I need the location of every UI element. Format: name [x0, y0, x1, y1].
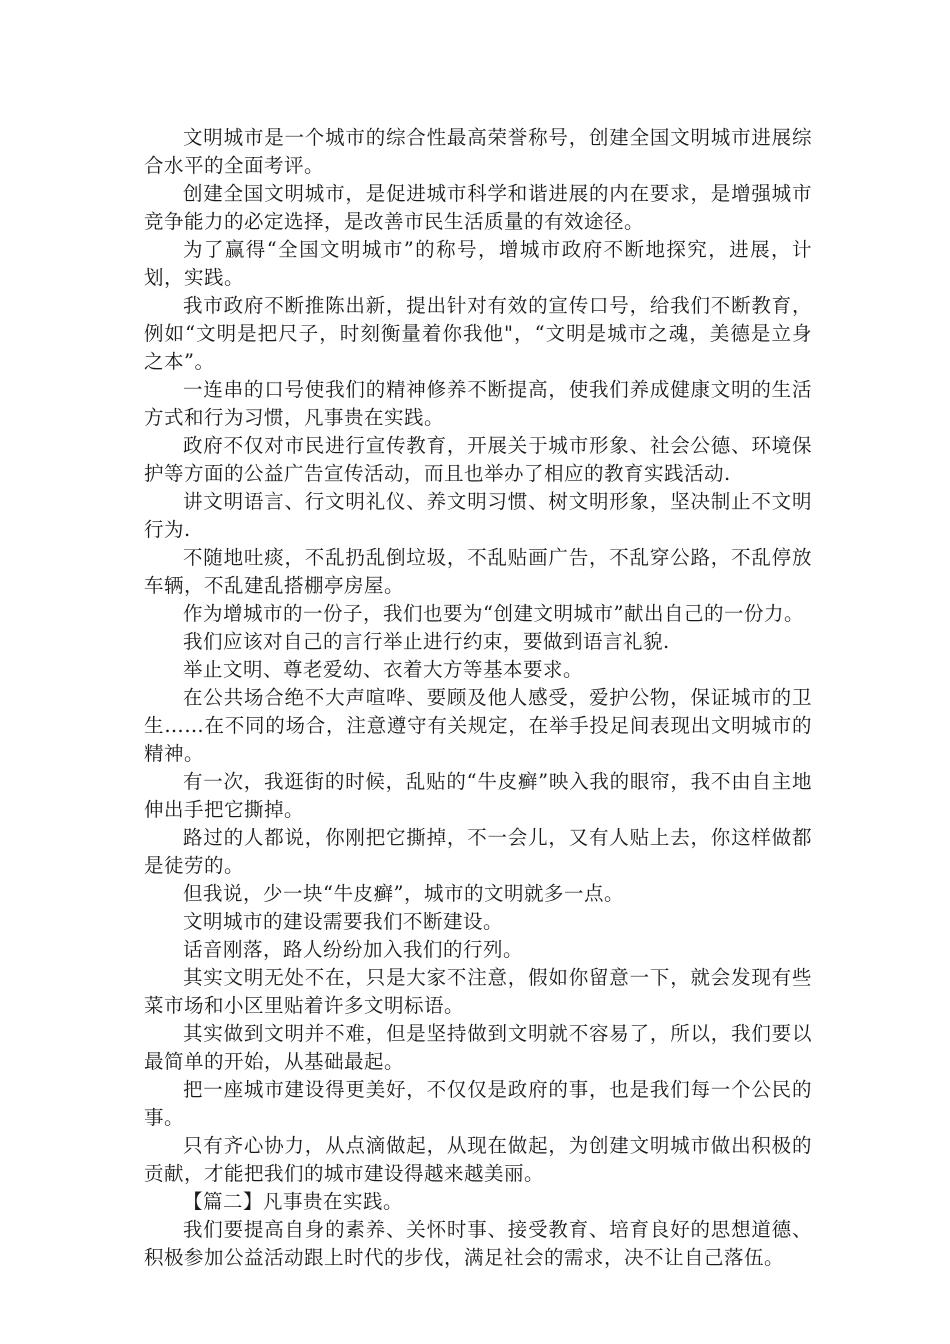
paragraph: 政府不仅对市民进行宣传教育，开展关于城市形象、社会公德、环境保护等方面的公益广告宣传活动，而且也举办了相应的教育实践活动. [144, 434, 812, 485]
paragraph: 不随地吐痰，不乱扔乱倒垃圾，不乱贴画广告，不乱穿公路，不乱停放车辆，不乱建乱搭棚亭房屋。 [144, 546, 812, 597]
paragraph: 有一次，我逛街的时候，乱贴的“牛皮癣”映入我的眼帘，我不由自主地伸出手把它撕掉。 [144, 770, 812, 821]
paragraph: 一连串的口号使我们的精神修养不断提高，使我们养成健康文明的生活方式和行为习惯，凡事贵在实践。 [144, 378, 812, 429]
document-body [144, 124, 812, 1272]
paragraph: 但我说，少一块“牛皮癣”，城市的文明就多一点。 [183, 882, 624, 905]
paragraph: 文明城市是一个城市的综合性最高荣誉称号，创建全国文明城市进展综合水平的全面考评。 [144, 126, 812, 177]
paragraph: 作为增城市的一份子，我们也要为“创建文明城市”献出自己的一份力。 [183, 602, 804, 625]
paragraph: 在公共场合绝不大声喧哗、要顾及他人感受，爱护公物，保证城市的卫生……在不同的场合，注意遵守有关规定，在举手投足间表现出文明城市的精神。 [144, 686, 812, 765]
paragraph: 我们要提高自身的素养、关怀时事、接受教育、培育良好的思想道德、积极参加公益活动跟上时代的步伐，满足社会的需求，决不让自己落伍。 [144, 1218, 812, 1269]
paragraph: 路过的人都说，你刚把它撕掉，不一会儿，又有人贴上去，你这样做都是徒劳的。 [144, 826, 812, 877]
paragraph: 其实文明无处不在，只是大家不注意，假如你留意一下，就会发现有些菜市场和小区里贴着许多文明标语。 [144, 966, 812, 1017]
paragraph: 我市政府不断推陈出新，提出针对有效的宣传口号，给我们不断教育，例如“文明是把尺子，时刻衡量着你我他"，“文明是城市之魂，美德是立身之本”。 [144, 294, 812, 373]
paragraph: 为了赢得“全国文明城市”的称号，增城市政府不断地探究，进展，计划，实践。 [144, 238, 812, 289]
paragraph: 讲文明语言、行文明礼仪、养文明习惯、树文明形象，坚决制止不文明行为. [144, 490, 812, 541]
paragraph: 我们应该对自己的言行举止进行约束，要做到语言礼貌. [183, 630, 670, 653]
section-heading: 【篇二】凡事贵在实践。 [183, 1190, 404, 1213]
paragraph: 把一座城市建设得更美好，不仅仅是政府的事，也是我们每一个公民的事。 [144, 1078, 812, 1129]
paragraph: 创建全国文明城市，是促进城市科学和谐进展的内在要求，是增强城市竞争能力的必定选择，是改善市民生活质量的有效途径。 [144, 182, 812, 233]
paragraph: 话音刚落，路人纷纷加入我们的行列。 [183, 938, 524, 961]
paragraph: 文明城市的建设需要我们不断建设。 [183, 910, 504, 933]
paragraph: 举止文明、尊老爱幼、衣着大方等基本要求。 [183, 658, 584, 681]
paragraph: 只有齐心协力，从点滴做起，从现在做起，为创建文明城市做出积极的贡献，才能把我们的城市建设得越来越美丽。 [144, 1134, 812, 1185]
paragraph: 其实做到文明并不难，但是坚持做到文明就不容易了，所以，我们要以最简单的开始，从基础最起。 [144, 1022, 812, 1073]
